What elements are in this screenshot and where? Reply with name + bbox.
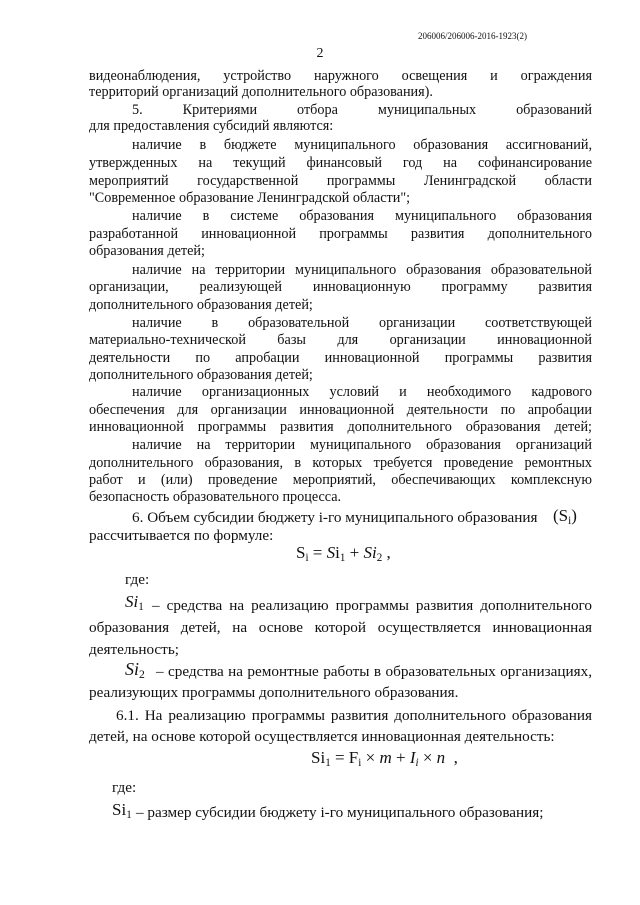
- text-line: видеонаблюдения, устройство наружного освещения и ограждения: [89, 68, 592, 84]
- text-line: инновационной программы развития дополнительного образования детей;: [89, 419, 592, 435]
- text-line: организации, реализующей инновационную программу развития: [89, 279, 592, 295]
- text-line: дополнительного образования детей;: [89, 367, 313, 383]
- text-line: деятельность;: [89, 641, 179, 658]
- text-line: утвержденных на текущий финансовый год на софинансирование: [89, 155, 592, 171]
- formula-si1-calc: $Si_1 = F_i \times m + I_i \times n$ ,: [311, 748, 458, 769]
- text-line: – средства на ремонтные работы в образовательных организациях,: [156, 663, 592, 680]
- text-line: 6. Объем субсидии бюджету i-го муниципального образования: [132, 509, 538, 526]
- formula-si-inline: $(S_i)$: [553, 506, 577, 527]
- text-line: образования детей, на основе которой осуществляется инновационная: [89, 619, 592, 636]
- text-line: дополнительного образования, в которых требуется проведение ремонтных: [89, 455, 592, 471]
- formula-si2: $Si_2$: [125, 659, 145, 681]
- text-line: реализующих программы дополнительного образования.: [89, 684, 459, 701]
- text-line: мероприятий государственной программы Ленинградской области: [89, 173, 592, 189]
- text-line: для предоставления субсидий являются:: [89, 118, 334, 134]
- formula-si1-def: $Si_1$: [112, 800, 132, 821]
- formula-subsidy-total: $S_i = Si_1 + Si_2$ ,: [296, 543, 391, 564]
- text-line: территорий организаций дополнительного образования).: [89, 84, 433, 100]
- text-line: наличие организационных условий и необходимого кадрового: [132, 384, 592, 400]
- text-line: наличие на территории муниципального образования образовательной: [132, 262, 592, 278]
- text-line: где:: [112, 779, 137, 796]
- text-line: обеспечения для организации инновационной деятельности по апробации: [89, 402, 592, 418]
- text-line: – размер субсидии бюджету i-го муниципального образования;: [136, 804, 544, 821]
- text-line: наличие в бюджете муниципального образования ассигнований,: [132, 137, 592, 153]
- text-line: 6.1. На реализацию программы развития дополнительного образования: [116, 707, 592, 724]
- text-line: дополнительного образования детей;: [89, 297, 313, 313]
- text-line: наличие в системе образования муниципального образования: [132, 208, 592, 224]
- text-line: разработанной инновационной программы развития дополнительного: [89, 226, 592, 242]
- page-number: 2: [316, 46, 324, 61]
- text-line: детей, на основе которой осуществляется инновационная деятельность:: [89, 728, 555, 745]
- text-line: материально-технической базы для организации инновационной: [89, 332, 592, 348]
- text-line: рассчитывается по формуле:: [89, 527, 274, 544]
- text-line: безопасность образовательного процесса.: [89, 489, 342, 505]
- formula-si1: $Si_1$: [125, 592, 144, 613]
- text-line: "Современное образование Ленинградской области";: [89, 190, 411, 206]
- text-line: – средства на реализацию программы развития дополнительного: [152, 597, 592, 614]
- document-code: 206006/206006-2016-1923(2): [418, 31, 527, 41]
- text-line: наличие в образовательной организации соответствующей: [132, 315, 592, 331]
- text-line: где:: [125, 571, 150, 588]
- text-line: работ и (или) проведение мероприятий, обеспечивающих комплексную: [89, 472, 592, 488]
- text-line: 5. Критериями отбора муниципальных образований: [132, 102, 592, 118]
- text-line: образования детей;: [89, 243, 205, 259]
- text-line: наличие на территории муниципального образования организаций: [132, 437, 592, 453]
- text-line: деятельности по апробации инновационной программы развития: [89, 350, 592, 366]
